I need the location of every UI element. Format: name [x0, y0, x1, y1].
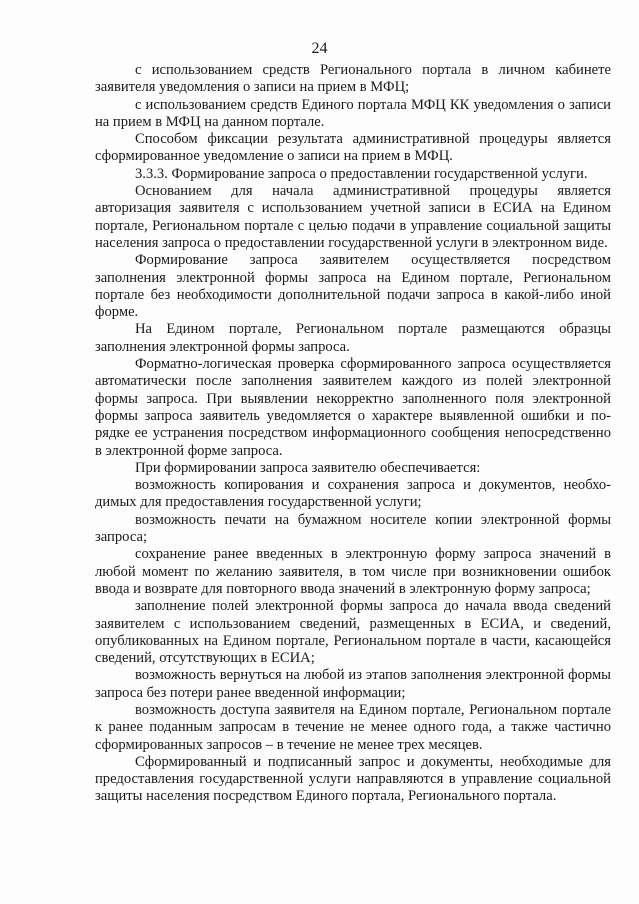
list-item: возможность доступа заявителя на Едином портале, Региональном портале к ранее поданным запросам в течение не менее одного года, а также частично сформированных запросов – в течение не менее трех месяцев.: [95, 701, 611, 753]
page-number: 24: [311, 40, 328, 57]
document-body: [95, 62, 611, 806]
list-item: заполнение полей электронной формы запроса до начала ввода сведений заявителем с использованием сведений, размещенных в ЕСИА, и сведений, опубликованных на Едином портале, Региональном портале в части, касающейся сведений, отсутствующих в ЕСИА;: [95, 598, 611, 667]
paragraph: На Едином портале, Региональном портале размещаются образцы заполнения электронной формы запроса.: [95, 321, 611, 355]
section-heading: 3.3.3. Формирование запроса о предоставлении государственной услуги.: [135, 165, 588, 182]
paragraph: с использованием средств Единого портала МФЦ КК уведомления о записи на прием в МФЦ на данном портале.: [95, 96, 611, 130]
paragraph: При формировании запроса заявителю обеспечивается:: [135, 459, 481, 476]
paragraph: Способом фиксации результата административной процедуры является сформированное уведомление о записи на прием в МФЦ.: [95, 131, 611, 165]
paragraph: с использованием средств Регионального портала в личном кабинете заявителя уведомления о записи на прием в МФЦ;: [95, 62, 611, 96]
paragraph: Форматно-логическая проверка сформированного запроса осуществляется автоматически после заполнения заявителем каждого из полей электронной формы запроса. При выявлении некорректно заполненного поля электронной формы запроса заявитель уведомляется о характере выявленной ошибки и порядке ее устранения посредством информационного сообщения непосредственно в электронной форме запроса.: [95, 356, 611, 459]
paragraph: Формирование запроса заявителем осуществляется посредством заполнения электронной формы запроса на Едином портале, Региональном портале без необходимости дополнительной подачи запроса в какой-либо иной форме.: [95, 252, 611, 321]
list-item: сохранение ранее введенных в электронную форму запроса значений в любой момент по желанию заявителя, в том числе при возникновении ошибок ввода и возврате для повторного ввода значений в электронную форму запроса;: [95, 546, 611, 597]
paragraph: Сформированный и подписанный запрос и документы, необходимые для предоставления государственной услуги направляются в управление социальной защиты населения посредством Единого портала, Регионального портала.: [95, 753, 611, 805]
list-item: возможность печати на бумажном носителе копии электронной формы запроса;: [95, 511, 611, 546]
list-item: возможность копирования и сохранения запроса и документов, необходимых для предоставления государственной услуги;: [95, 477, 611, 511]
list-item: возможность вернуться на любой из этапов заполнения электронной формы запроса без потери ранее введенной информации;: [95, 667, 611, 701]
paragraph: Основанием для начала административной процедуры является авторизация заявителя с использованием учетной записи в ЕСИА на Едином портале, Региональном портале с целью подачи в управление социальной защиты населения запроса о предоставлении государственной услуги в электронном виде.: [95, 183, 611, 251]
